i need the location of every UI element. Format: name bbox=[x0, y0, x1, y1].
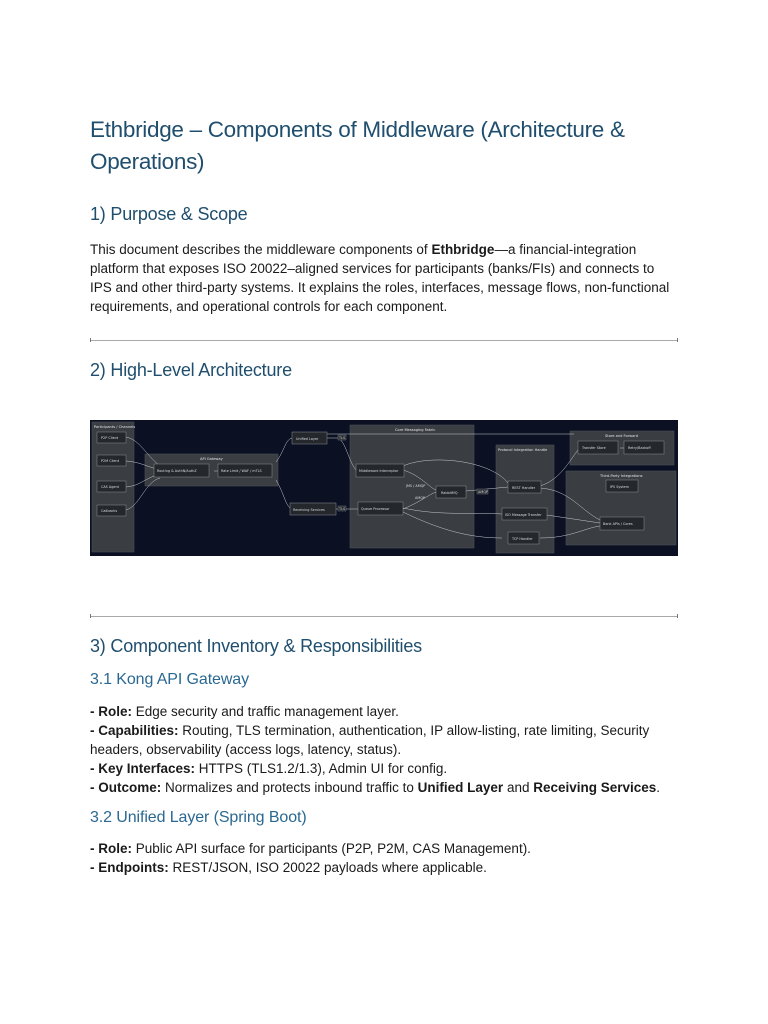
item-text: . bbox=[656, 780, 661, 795]
box-p2p-client-label: P2P Client bbox=[101, 436, 119, 440]
item-text: Public API surface for participants (P2P, P2M, CAS Management). bbox=[132, 841, 531, 856]
item-text: HTTPS (TLS1.2/1.3), Admin UI for config. bbox=[195, 761, 448, 776]
section-divider bbox=[90, 340, 678, 341]
edge-label-tls-1: TLS bbox=[339, 436, 346, 440]
box-rest-handler-label: REST Handler bbox=[512, 486, 536, 490]
paragraph-bold-brand: Ethbridge bbox=[431, 242, 495, 257]
edge-label-jms-amqp: JMS / AMQP bbox=[406, 484, 426, 488]
edge-label-amqp-1: AMQP bbox=[478, 490, 488, 494]
box-retry-backoff-label: Retry/Backoff bbox=[628, 446, 651, 450]
edge-label-amqp-2: AMQP bbox=[415, 496, 425, 500]
paragraph-text: This document describes the middleware components of bbox=[90, 242, 432, 257]
list-item bbox=[90, 721, 678, 759]
box-ips-system-label: IPS System bbox=[610, 485, 629, 489]
architecture-diagram bbox=[90, 420, 678, 556]
panel-store-forward-title: Store and Forward bbox=[605, 434, 638, 438]
box-rabbitmq-label: RabbitMQ bbox=[441, 491, 458, 495]
box-p2m-client-label: P2M Client bbox=[101, 459, 120, 463]
panel-participants-title: Participants / Channels bbox=[94, 425, 136, 429]
item-label: - Role: bbox=[90, 841, 132, 856]
edge bbox=[276, 438, 292, 462]
box-transfer-store-label: Transfer Store bbox=[582, 446, 606, 450]
box-receiving-services-label: Receiving Services bbox=[293, 508, 325, 512]
list-item bbox=[90, 702, 678, 721]
item-text: REST/JSON, ISO 20022 payloads where applicable. bbox=[168, 860, 487, 875]
panel-protocol-title: Protocol Integration Handle bbox=[498, 448, 548, 452]
edge-label-tls-2: TLS bbox=[339, 507, 346, 511]
item-text: Routing, TLS termination, authentication, IP allow-listing, rate limiting, Security headers, observability (access logs, latency, status). bbox=[90, 723, 650, 757]
panel-third-party-title: Third-Party Integrations bbox=[600, 474, 643, 478]
section-2-heading: 2) High-Level Architecture bbox=[90, 360, 292, 380]
list-item bbox=[90, 759, 678, 778]
section-3-2-heading: 3.2 Unified Layer (Spring Boot) bbox=[90, 809, 307, 826]
list-item bbox=[90, 858, 678, 877]
panel-api-gateway-title: API Gateway bbox=[200, 457, 223, 461]
section-3-heading: 3) Component Inventory & Responsibilities bbox=[90, 636, 422, 656]
section-3-1-heading: 3.1 Kong API Gateway bbox=[90, 671, 249, 688]
box-queue-processor-label: Queue Processor bbox=[361, 507, 390, 511]
architecture-diagram-svg bbox=[90, 420, 678, 556]
item-text: Edge security and traffic management layer. bbox=[132, 704, 399, 719]
item-label: - Endpoints: bbox=[90, 860, 169, 875]
section-3-2-list bbox=[90, 839, 678, 877]
box-bank-apis-label: Bank APIs / Cores bbox=[603, 522, 633, 526]
document-content bbox=[90, 114, 678, 877]
item-label: - Capabilities: bbox=[90, 723, 179, 738]
box-tcp-handler-label: TCP Handler bbox=[512, 537, 533, 541]
box-rate-limit-label: Rate Limit / WAF / mTLS bbox=[221, 469, 262, 473]
list-item bbox=[90, 778, 678, 797]
item-bold-text: Unified Layer bbox=[417, 780, 504, 795]
box-cas-agent-label: CAS Agent bbox=[101, 485, 119, 489]
item-text: Normalizes and protects inbound traffic to bbox=[161, 780, 418, 795]
box-middleware-interceptor-label: Middleware Interceptor bbox=[359, 469, 399, 473]
box-callbacks-label: Callbacks bbox=[101, 509, 118, 513]
item-bold-text: Receiving Services bbox=[533, 780, 657, 795]
item-label: - Key Interfaces: bbox=[90, 761, 196, 776]
item-label: - Outcome: bbox=[90, 780, 162, 795]
panel-core-messaging-title: Core Messaging Fabric bbox=[395, 428, 436, 432]
paragraph-text: —a financial-integration platform that exposes ISO 20022–aligned services for participants (banks/FIs) and connects to IPS and other third-party systems. It explains the roles, interfaces, message flows, non-functional requirements, and operational controls for each component. bbox=[90, 242, 670, 314]
box-unified-layer-label: Unified Layer bbox=[296, 437, 319, 441]
section-3-1-list bbox=[90, 702, 678, 797]
edge bbox=[276, 480, 292, 509]
document-title: Ethbridge – Components of Middleware (Architecture & Operations) bbox=[90, 117, 625, 174]
item-text: and bbox=[503, 780, 534, 795]
item-label: - Role: bbox=[90, 704, 132, 719]
section-1-heading: 1) Purpose & Scope bbox=[90, 204, 248, 224]
box-routing-label: Routing & AuthN/AuthZ bbox=[157, 469, 197, 473]
section-divider bbox=[90, 616, 678, 617]
list-item bbox=[90, 839, 678, 858]
section-1-paragraph bbox=[90, 240, 678, 316]
box-iso-message-transfer-label: ISO Message Transfer bbox=[505, 513, 542, 517]
